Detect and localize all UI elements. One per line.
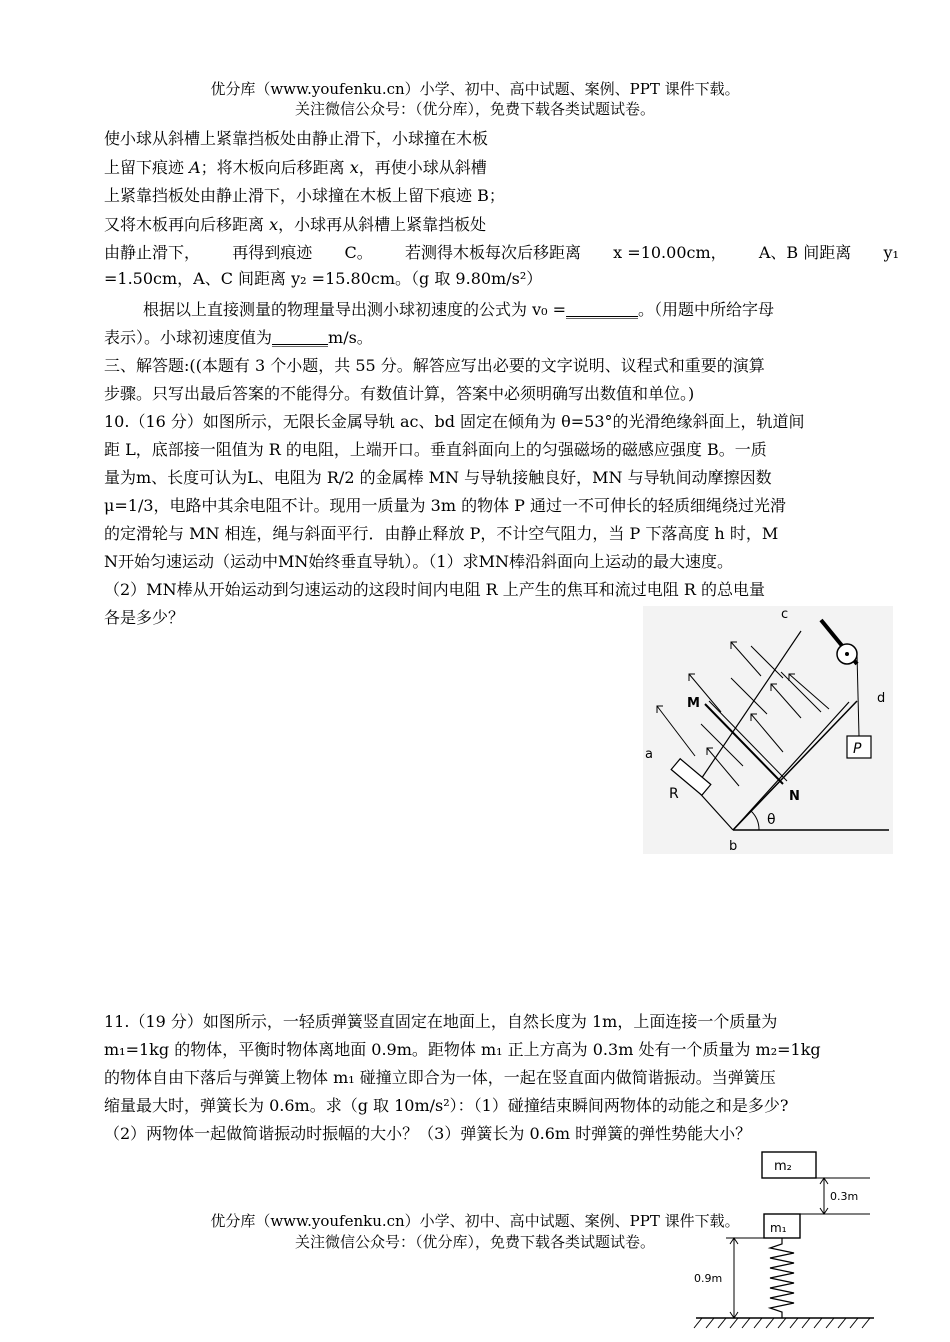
footer-line-1: 优分库（www.youfenku.cn）小学、初中、高中试题、案例、PPT 课件下载。	[210, 1212, 740, 1230]
q11-line: 的物体自由下落后与弹簧上物体 m₁ 碰撞立即合为一体，一起在竖直面内做简谐振动。当弹簧压	[104, 1068, 776, 1087]
text: ；将木板向后移距离	[200, 158, 350, 177]
hatch	[850, 1318, 858, 1328]
q10-line: 各是多少？	[104, 608, 185, 627]
label-m2: m₂	[774, 1159, 792, 1174]
text-seg: A、B 间距离	[758, 243, 852, 262]
answer-blank[interactable]: _________	[566, 300, 639, 319]
exp-line-5	[104, 242, 899, 264]
var-x: x	[349, 158, 359, 177]
hatch	[754, 1318, 762, 1328]
label-theta: θ	[767, 812, 776, 828]
text: ，小球再从斜槽上紧靠挡板处	[278, 215, 487, 234]
label-c: c	[781, 607, 789, 622]
hatch	[742, 1318, 750, 1328]
section3-title-2: 步骤。只写出最后答案的不能得分。有数值计算，答案中必须明确写出数值和单位。)	[104, 384, 695, 403]
text: 表示）。小球初速度值为	[104, 328, 273, 347]
exp-line-2	[104, 157, 487, 179]
hatch	[826, 1318, 834, 1328]
footer-line-2: 关注微信公众号：（优分库），免费下载各类试题试卷。	[294, 1233, 655, 1251]
exp-line-8	[104, 327, 373, 349]
exp-line-1: 使小球从斜槽上紧靠挡板处由静止滑下，小球撞在木板	[104, 129, 489, 148]
q11-line: （2）两物体一起做简谐振动时振幅的大小？（3）弹簧长为 0.6m 时弹簧的弹性势能大小？	[104, 1124, 752, 1143]
var-a: A	[189, 158, 201, 177]
text-seg: x =10.00cm，	[613, 243, 727, 262]
var-x: x	[269, 215, 279, 234]
section3-title: 三、解答题:((本题有 3 个小题，共 55 分。解答应写出必要的文字说明、议程式和重要的演算	[104, 356, 765, 375]
exp-line-3: 上紧靠挡板处由静止滑下，小球撞在木板上留下痕迹 B；	[104, 186, 505, 205]
q11-line: 11.（19 分）如图所示，一轻质弹簧竖直固定在地面上，自然长度为 1m，上面连接一个质量为	[104, 1012, 778, 1031]
text: m/s。	[328, 328, 373, 347]
hatch	[694, 1318, 702, 1328]
label-d: d	[877, 691, 886, 706]
hatch	[790, 1318, 798, 1328]
hatch	[778, 1318, 786, 1328]
text: 。（用题中所给字母	[638, 300, 775, 319]
label-m1: m₁	[770, 1221, 787, 1235]
q11-line: 缩量最大时，弹簧长为 0.6m。求（g 取 10m/s²）：（1）碰撞结束瞬间两物体的动能之和是多少?	[104, 1096, 789, 1115]
header-line-1: 优分库（www.youfenku.cn）小学、初中、高中试题、案例、PPT 课件下载。	[210, 80, 740, 98]
pulley-axle	[845, 652, 849, 656]
q10-line: 距 L，底部接一阻值为 R 的电阻，上端开口。垂直斜面向上的匀强磁场的磁感应强度 B。一质	[104, 440, 767, 459]
q10-line: （2）MN棒从开始运动到匀速运动的这段时间内电阻 R 上产生的焦耳和流过电阻 R 的总电量	[104, 580, 766, 599]
hatch	[706, 1318, 714, 1328]
label-n: N	[789, 789, 800, 804]
text-seg: 若测得木板每次后移距离	[404, 243, 581, 262]
answer-blank[interactable]: _______	[272, 328, 329, 347]
ground-hatch	[694, 1318, 870, 1328]
q10-line: 10.（16 分）如图所示，无限长金属导轨 ac、bd 固定在倾角为 θ=53°的光滑绝缘斜面上，轨道间	[104, 412, 805, 431]
q10-line: 量为m、长度可认为L、电阻为 R/2 的金属棒 MN 与导轨接触良好，MN 与导轨间动摩擦因数	[104, 468, 772, 487]
text: ，再使小球从斜槽	[358, 158, 487, 177]
hatch	[814, 1318, 822, 1328]
label-a: a	[645, 747, 653, 762]
hatch	[730, 1318, 738, 1328]
text: 根据以上直接测量的物理量导出测小球初速度的公式为 v₀ =	[143, 300, 567, 319]
text: 上留下痕迹	[104, 158, 190, 177]
text-seg: 由静止滑下，	[104, 243, 201, 262]
hatch	[862, 1318, 870, 1328]
label-0.9m: 0.9m	[694, 1272, 723, 1285]
q11-line: m₁=1kg 的物体，平衡时物体离地面 0.9m。距物体 m₁ 正上方高为 0.3m 处有一个质量为 m₂=1kg	[104, 1040, 821, 1059]
q10-figure	[643, 606, 893, 854]
exp-line-4	[104, 214, 486, 236]
text-seg: y₁	[883, 243, 899, 262]
hatch	[802, 1318, 810, 1328]
exp-line-7	[143, 299, 774, 321]
hatch	[718, 1318, 726, 1328]
text: 又将木板再向后移距离	[104, 215, 270, 234]
q10-line: 的定滑轮与 MN 相连，绳与斜面平行．由静止释放 P，不计空气阻力，当 P 下落高度 h 时，M	[104, 524, 779, 543]
header-line-2: 关注微信公众号：（优分库），免费下载各类试题试卷。	[294, 100, 655, 118]
q10-line: N开始匀速运动（运动中MN始终垂直导轨）。（1）求MN棒沿斜面向上运动的最大速度。	[104, 552, 733, 571]
label-m: M	[687, 696, 700, 711]
label-0.3m: 0.3m	[830, 1190, 859, 1203]
label-p: P	[853, 741, 862, 757]
q10-line: μ=1/3，电路中其余电阻不计。现用一质量为 3m 的物体 P 通过一不可伸长的轻质细绳绕过光滑	[104, 496, 787, 515]
exp-line-6: =1.50cm，A、C 间距离 y₂ =15.80cm。（g 取 9.80m/s²）	[104, 269, 543, 288]
text-seg: C。	[344, 243, 373, 262]
label-r: R	[669, 786, 679, 802]
hatch	[838, 1318, 846, 1328]
label-b: b	[729, 839, 738, 854]
hatch	[766, 1318, 774, 1328]
text-seg: 再得到痕迹	[232, 243, 313, 262]
